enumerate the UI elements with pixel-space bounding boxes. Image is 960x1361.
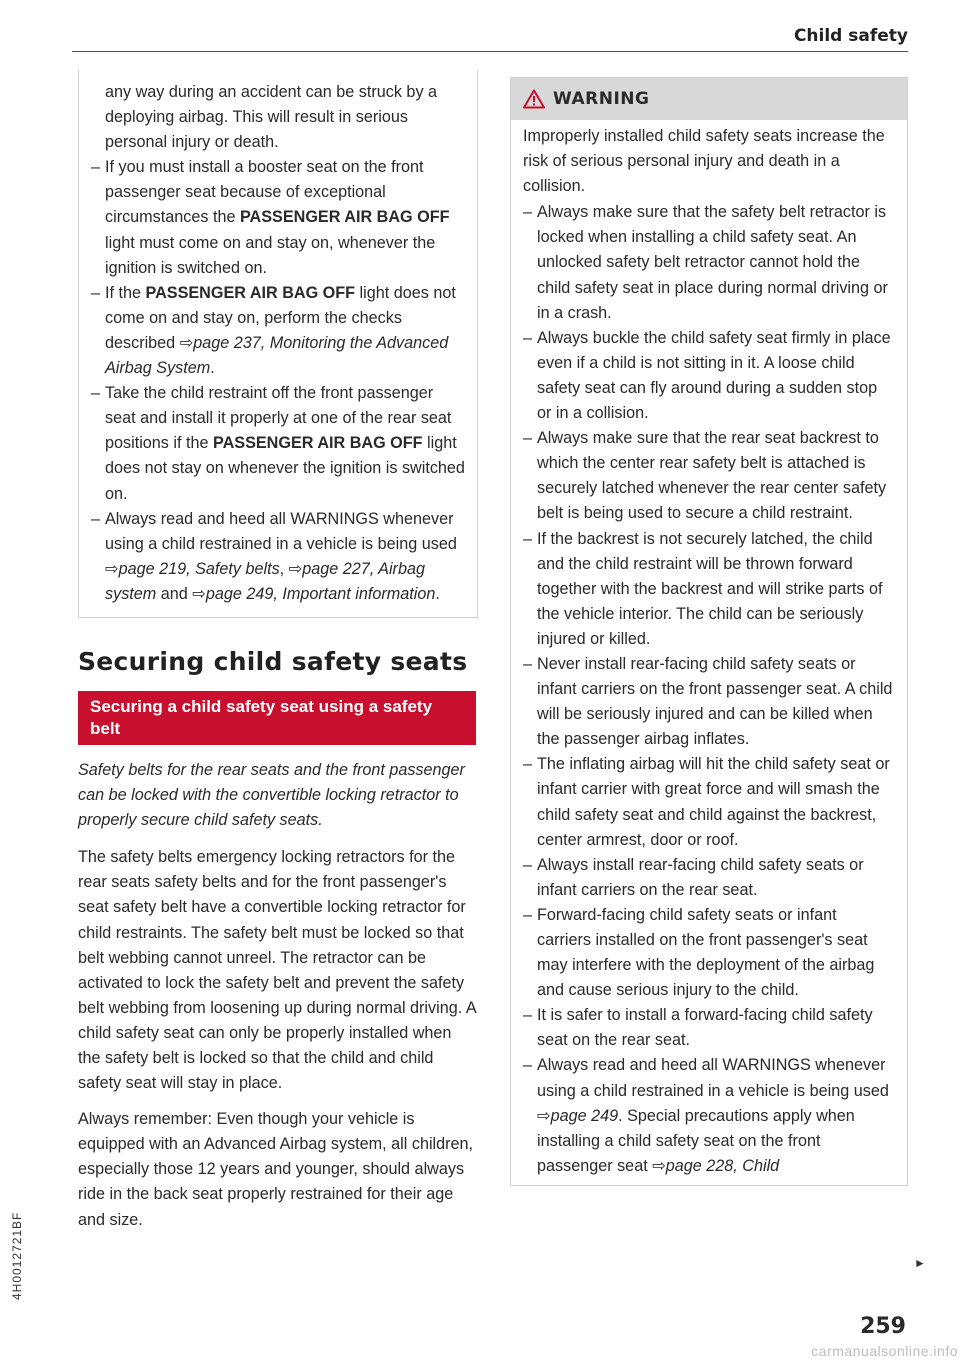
list-item — [523, 1053, 895, 1178]
item-text: Take the child restraint off the front passenger seat and install it properly at one of the rear seat positions if the — [105, 384, 452, 453]
item-text: Always install rear-facing child safety seats or infant carriers on the rear seat. — [537, 855, 864, 899]
item-text: If you must install a booster seat on the front passenger seat because of exceptional circumstances the — [105, 158, 424, 227]
warning-triangle-icon — [523, 89, 545, 109]
page-reference-link: page 227, Airbag system — [105, 559, 425, 603]
item-text: . Special precautions apply when installing a child safety seat on the front passenger seat — [537, 1106, 855, 1175]
page-reference-link: page 249 — [550, 1106, 619, 1125]
list-item — [91, 507, 465, 607]
item-text: Never install rear-facing child safety seats or infant carriers on the front passenger seat. A child will be seriously injured and can be killed when the passenger airbag inflates. — [537, 654, 893, 749]
reference-arrow-icon: ⇨ — [652, 1156, 666, 1175]
bold-text: PASSENGER AIR BAG OFF — [212, 434, 423, 453]
warning-list — [523, 200, 895, 1179]
reference-arrow-icon: ⇨ — [105, 559, 119, 578]
page-header-title: Child safety — [793, 26, 908, 46]
item-text: If the — [105, 283, 146, 302]
page-reference-link: page 219, Safety belts — [118, 559, 280, 578]
item-text: The inflating airbag will hit the child safety seat or infant carrier with great force and will smash the child safety seat and child against the backrest, center armrest, door or roof. — [537, 755, 890, 849]
bold-text: PASSENGER AIR BAG OFF — [145, 283, 356, 302]
page-reference-link: page 237, Monitoring the Advanced Airbag System — [105, 333, 449, 378]
item-text: Always buckle the child safety seat firmly in place even if a child is not sitting in it. A loose child safety seat can fly around during a sudden stop or in a collision. — [537, 328, 891, 423]
list-item — [523, 200, 895, 325]
item-text: Forward-facing child safety seats or infant carriers installed on the front passenger's seat may interfere with the deployment of the airbag and cause serious injury to the child. — [537, 905, 875, 1000]
body-paragraph-1: The safety belts emergency locking retractors for the rear seats safety belts and for the front passenger's seat safety belt have a convertible locking retractor for child restraints. The safety belt must be locked so that belt webbing cannot unreel. The retractor can be activated to lock the safety belt and prevent the safety belt webbing from loosening up during normal driving. A child safety seat can only be properly installed when the safety belt is locked so that the child and child safety seat will stay in place. — [78, 848, 476, 1093]
bold-text: PASSENGER AIR BAG OFF — [239, 208, 450, 227]
list-item — [91, 281, 465, 381]
list-item — [523, 652, 895, 752]
warning-header — [511, 78, 907, 120]
item-text: light does not come on and stay on, perform the checks described — [105, 283, 456, 352]
list-item — [523, 903, 895, 1003]
item-text: If the backrest is not securely latched, the child and the child restraint will be thrown forward together with the backrest and will strike parts of the vehicle interior. The child can be seriously injured or killed. — [537, 529, 883, 648]
list-item — [523, 326, 895, 426]
page-reference-link: page 249, Important information — [205, 584, 436, 603]
item-text: light does not stay on whenever the ignition is switched on. — [105, 434, 465, 503]
warning-continued-list — [105, 80, 465, 607]
warning-body — [511, 120, 907, 1185]
reference-arrow-icon: ⇨ — [537, 1106, 551, 1125]
page-number: 259 — [860, 1314, 906, 1339]
item-text: any way during an accident can be struck by a deploying airbag. This will result in serious personal injury or death. — [105, 83, 438, 152]
left-column — [78, 70, 478, 1244]
list-item — [523, 527, 895, 652]
item-text: . — [435, 584, 440, 603]
warning-continued-box — [78, 70, 478, 618]
reference-arrow-icon: ⇨ — [288, 559, 303, 578]
warning-intro: Improperly installed child safety seats increase the risk of serious personal injury and death in a collision. — [523, 127, 885, 196]
list-item — [91, 155, 465, 280]
list-item — [523, 752, 895, 852]
item-text: . — [210, 359, 215, 378]
item-text: Always make sure that the rear seat backrest to which the center rear safety belt is attached is securely latched whenever the rear center safety belt is being used to secure a child restraint. — [537, 429, 887, 523]
item-text: Always read and heed all WARNINGS whenever using a child restrained in a vehicle is being used — [105, 509, 457, 553]
item-text: It is safer to install a forward-facing child safety seat on the rear seat. — [537, 1006, 873, 1050]
item-text: light must come on and stay on, whenever the ignition is switched on. — [105, 233, 436, 277]
warning-box — [510, 77, 908, 1186]
reference-arrow-icon: ⇨ — [179, 333, 194, 352]
reference-arrow-icon: ⇨ — [192, 584, 206, 603]
list-item — [523, 853, 895, 903]
intro-text: Safety belts for the rear seats and the front passenger can be locked with the convertible locking retractor to properly secure child safety seats. — [78, 760, 465, 830]
subsection-heading: Securing a child safety seat using a safety belt — [78, 691, 476, 745]
list-item — [523, 1003, 895, 1053]
list-item — [523, 426, 895, 526]
right-column — [510, 77, 908, 1186]
item-text: and — [156, 584, 193, 603]
page-reference-link: page 228, Child — [665, 1156, 780, 1175]
body-paragraph-2: Always remember: Even though your vehicle is equipped with an Advanced Airbag system, all children, especially those 12 years and younger, should always ride in the back seat properly restrained for their age and size. — [78, 1110, 474, 1229]
continue-arrow-icon: ► — [914, 1256, 926, 1270]
warning-label: WARNING — [553, 89, 650, 109]
list-item — [105, 80, 465, 155]
item-text: Always read and heed all WARNINGS whenever using a child restrained in a vehicle is being used — [537, 1056, 889, 1100]
header-rule — [72, 51, 908, 52]
side-document-code: 4H0012721BF — [10, 1211, 24, 1300]
watermark: carmanualsonline.info — [811, 1343, 958, 1359]
item-text: , — [279, 559, 289, 578]
list-item — [91, 381, 465, 506]
item-text: Always make sure that the safety belt retractor is locked when installing a child safety seat. An unlocked safety belt retractor cannot hold the child safety seat in place during normal driving or in a crash. — [537, 203, 888, 322]
section-heading: Securing child safety seats — [78, 646, 468, 676]
